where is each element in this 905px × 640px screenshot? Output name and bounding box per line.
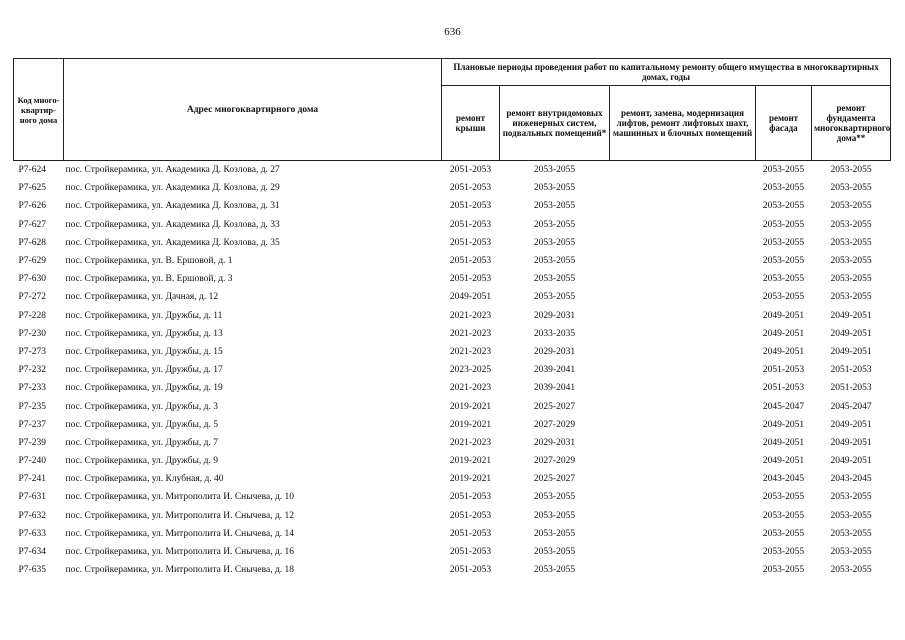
cell-lifts (610, 507, 756, 525)
table-row (14, 361, 891, 379)
cell-systems: 2039-2041 (533, 383, 576, 394)
cell-facade: 2045-2047 (762, 401, 805, 412)
table-row (14, 325, 891, 343)
cell-facade: 2053-2055 (762, 292, 805, 303)
cell-systems: 2053-2055 (533, 510, 576, 521)
cell-address: пос. Стройкерамика, ул. Дружбы, д. 7 (65, 437, 218, 448)
cell-code: P7-233 (18, 383, 46, 394)
cell-roof: 2051-2053 (449, 528, 492, 539)
cell-systems: 2025-2027 (533, 474, 576, 485)
table-row (14, 252, 891, 270)
cell-lifts (610, 488, 756, 506)
cell-roof: 2051-2053 (449, 492, 492, 503)
cell-lifts (610, 161, 756, 180)
cell-roof: 2021-2023 (449, 437, 492, 448)
cell-lifts (610, 197, 756, 215)
cell-roof: 2021-2023 (449, 383, 492, 394)
cell-address: пос. Стройкерамика, ул. Дружбы, д. 19 (65, 383, 223, 394)
cell-address: пос. Стройкерамика, ул. Дружбы, д. 9 (65, 456, 218, 467)
cell-systems: 2053-2055 (533, 274, 576, 285)
table-row (14, 343, 891, 361)
cell-lifts (610, 397, 756, 415)
cell-roof: 2049-2051 (449, 292, 492, 303)
cell-foundation: 2053-2055 (830, 528, 872, 539)
cell-systems: 2029-2031 (533, 310, 576, 321)
cell-code: P7-241 (18, 474, 46, 485)
cell-code: P7-633 (18, 528, 46, 539)
cell-foundation: 2049-2051 (830, 310, 872, 321)
cell-foundation: 2045-2047 (830, 401, 872, 412)
cell-roof: 2019-2021 (449, 401, 492, 412)
cell-code: P7-240 (18, 456, 46, 467)
table-row (14, 234, 891, 252)
table-row (14, 525, 891, 543)
cell-code: P7-235 (18, 401, 46, 412)
table-header (14, 59, 891, 161)
cell-code: P7-629 (18, 256, 46, 267)
cell-foundation: 2049-2051 (830, 456, 872, 467)
cell-facade: 2053-2055 (762, 201, 805, 212)
cell-foundation: 2049-2051 (830, 437, 872, 448)
cell-roof: 2051-2053 (449, 256, 492, 267)
page-number: 636 (444, 26, 461, 38)
cell-code: P7-232 (18, 365, 46, 376)
cell-foundation: 2053-2055 (830, 219, 872, 230)
cell-systems: 2053-2055 (533, 256, 576, 267)
cell-code: P7-625 (18, 183, 46, 194)
cell-facade: 2053-2055 (762, 219, 805, 230)
table-row (14, 270, 891, 288)
cell-roof: 2051-2053 (449, 165, 492, 176)
cell-lifts (610, 288, 756, 306)
cell-facade: 2049-2051 (762, 419, 805, 430)
cell-code: P7-635 (18, 565, 46, 576)
header-facade: ремонт фасада (756, 86, 812, 161)
cell-systems: 2053-2055 (533, 237, 576, 248)
cell-lifts (610, 270, 756, 288)
cell-foundation: 2053-2055 (830, 256, 872, 267)
cell-address: пос. Стройкерамика, ул. Дружбы, д. 13 (65, 328, 223, 339)
cell-roof: 2051-2053 (449, 219, 492, 230)
cell-facade: 2053-2055 (762, 274, 805, 285)
cell-foundation: 2053-2055 (830, 237, 872, 248)
cell-facade: 2053-2055 (762, 183, 805, 194)
cell-lifts (610, 216, 756, 234)
table-row (14, 434, 891, 452)
cell-systems: 2027-2029 (533, 419, 576, 430)
cell-address: пос. Стройкерамика, ул. Дружбы, д. 3 (65, 401, 218, 412)
table-row (14, 179, 891, 197)
cell-lifts (610, 325, 756, 343)
table-row (14, 507, 891, 525)
header-lifts: ремонт, замена, модернизация лифтов, ремонт лифтовых шахт, машинных и блочных помещений (610, 86, 756, 161)
cell-facade: 2053-2055 (762, 547, 805, 558)
cell-roof: 2051-2053 (449, 237, 492, 248)
cell-code: P7-634 (18, 547, 46, 558)
cell-address: пос. Стройкерамика, ул. Академика Д. Козлова, д. 35 (65, 237, 280, 248)
table-row (14, 161, 891, 180)
cell-lifts (610, 434, 756, 452)
header-address: Адрес многоквартирного дома (64, 59, 442, 161)
cell-lifts (610, 252, 756, 270)
table-row (14, 488, 891, 506)
cell-code: P7-632 (18, 510, 46, 521)
cell-address: пос. Стройкерамика, ул. Клубная, д. 40 (65, 474, 224, 485)
table-row (14, 561, 891, 579)
cell-roof: 2019-2021 (449, 456, 492, 467)
cell-systems: 2053-2055 (533, 201, 576, 212)
header-code: Код много-квартир-ного дома (14, 59, 64, 161)
cell-lifts (610, 416, 756, 434)
cell-foundation: 2051-2053 (830, 383, 872, 394)
cell-systems: 2053-2055 (533, 565, 576, 576)
cell-address: пос. Стройкерамика, ул. В. Ершовой, д. 1 (65, 256, 233, 267)
cell-foundation: 2053-2055 (830, 492, 872, 503)
table-row (14, 452, 891, 470)
cell-systems: 2053-2055 (533, 165, 576, 176)
cell-code: P7-272 (18, 292, 46, 303)
cell-foundation: 2053-2055 (830, 565, 872, 576)
header-systems: ремонт внутридомовых инженерных систем, подвальных помещений* (500, 86, 610, 161)
cell-foundation: 2051-2053 (830, 365, 872, 376)
cell-foundation: 2049-2051 (830, 328, 872, 339)
cell-lifts (610, 543, 756, 561)
cell-lifts (610, 234, 756, 252)
cell-roof: 2023-2025 (449, 365, 492, 376)
cell-address: пос. Стройкерамика, ул. Митрополита И. Снычева, д. 14 (65, 528, 295, 539)
cell-code: P7-273 (18, 346, 46, 357)
cell-facade: 2043-2045 (762, 474, 805, 485)
cell-roof: 2051-2053 (449, 565, 492, 576)
cell-roof: 2051-2053 (449, 547, 492, 558)
header-foundation: ремонт фундамента многоквартирного дома** (812, 86, 891, 161)
cell-address: пос. Стройкерамика, ул. В. Ершовой, д. 3 (65, 274, 233, 285)
table-row (14, 288, 891, 306)
cell-systems: 2033-2035 (533, 328, 576, 339)
table-row (14, 416, 891, 434)
table-row (14, 197, 891, 215)
cell-facade: 2053-2055 (762, 565, 805, 576)
cell-roof: 2051-2053 (449, 183, 492, 194)
cell-roof: 2021-2023 (449, 310, 492, 321)
cell-facade: 2051-2053 (762, 365, 805, 376)
cell-code: P7-626 (18, 201, 46, 212)
table-body (14, 161, 891, 580)
cell-address: пос. Стройкерамика, ул. Митрополита И. Снычева, д. 16 (65, 547, 295, 558)
cell-code: P7-631 (18, 492, 46, 503)
cell-roof: 2051-2053 (449, 510, 492, 521)
cell-facade: 2053-2055 (762, 237, 805, 248)
cell-lifts (610, 525, 756, 543)
cell-address: пос. Стройкерамика, ул. Дружбы, д. 15 (65, 346, 223, 357)
cell-facade: 2053-2055 (762, 528, 805, 539)
cell-address: пос. Стройкерамика, ул. Академика Д. Козлова, д. 31 (65, 201, 280, 212)
cell-foundation: 2053-2055 (830, 274, 872, 285)
cell-code: P7-628 (18, 237, 46, 248)
cell-roof: 2019-2021 (449, 474, 492, 485)
cell-foundation: 2053-2055 (830, 292, 872, 303)
cell-address: пос. Стройкерамика, ул. Академика Д. Козлова, д. 29 (65, 183, 280, 194)
cell-lifts (610, 307, 756, 325)
cell-lifts (610, 179, 756, 197)
table-row (14, 543, 891, 561)
cell-code: P7-228 (18, 310, 46, 321)
cell-roof: 2021-2023 (449, 346, 492, 357)
cell-address: пос. Стройкерамика, ул. Митрополита И. Снычева, д. 10 (65, 492, 295, 503)
cell-facade: 2049-2051 (762, 328, 805, 339)
cell-facade: 2049-2051 (762, 437, 805, 448)
cell-systems: 2039-2041 (533, 365, 576, 376)
cell-systems: 2053-2055 (533, 528, 576, 539)
cell-code: P7-230 (18, 328, 46, 339)
table-row (14, 307, 891, 325)
cell-facade: 2049-2051 (762, 456, 805, 467)
cell-systems: 2025-2027 (533, 401, 576, 412)
cell-foundation: 2053-2055 (830, 201, 872, 212)
cell-systems: 2029-2031 (533, 346, 576, 357)
table-row (14, 379, 891, 397)
cell-systems: 2027-2029 (533, 456, 576, 467)
cell-foundation: 2043-2045 (830, 474, 872, 485)
cell-code: P7-237 (18, 419, 46, 430)
cell-foundation: 2053-2055 (830, 547, 872, 558)
table-row (14, 470, 891, 488)
cell-address: пос. Стройкерамика, ул. Митрополита И. Снычева, д. 18 (65, 565, 295, 576)
cell-facade: 2049-2051 (762, 310, 805, 321)
cell-address: пос. Стройкерамика, ул. Дружбы, д. 11 (65, 310, 223, 321)
cell-code: P7-630 (18, 274, 46, 285)
cell-lifts (610, 379, 756, 397)
cell-roof: 2021-2023 (449, 328, 492, 339)
cell-systems: 2053-2055 (533, 219, 576, 230)
cell-facade: 2051-2053 (762, 383, 805, 394)
table-row (14, 397, 891, 415)
cell-systems: 2053-2055 (533, 183, 576, 194)
cell-foundation: 2053-2055 (830, 165, 872, 176)
cell-address: пос. Стройкерамика, ул. Академика Д. Козлова, д. 27 (65, 165, 280, 176)
cell-address: пос. Стройкерамика, ул. Дружбы, д. 5 (65, 419, 218, 430)
cell-lifts (610, 343, 756, 361)
cell-code: P7-239 (18, 437, 46, 448)
cell-foundation: 2049-2051 (830, 419, 872, 430)
cell-facade: 2053-2055 (762, 492, 805, 503)
cell-code: P7-624 (18, 165, 46, 176)
cell-roof: 2051-2053 (449, 201, 492, 212)
cell-lifts (610, 361, 756, 379)
cell-lifts (610, 561, 756, 579)
cell-address: пос. Стройкерамика, ул. Академика Д. Козлова, д. 33 (65, 219, 280, 230)
cell-foundation: 2049-2051 (830, 346, 872, 357)
table-row (14, 216, 891, 234)
cell-systems: 2053-2055 (533, 547, 576, 558)
cell-lifts (610, 470, 756, 488)
cell-facade: 2053-2055 (762, 165, 805, 176)
cell-code: P7-627 (18, 219, 46, 230)
cell-foundation: 2053-2055 (830, 510, 872, 521)
cell-systems: 2029-2031 (533, 437, 576, 448)
cell-lifts (610, 452, 756, 470)
cell-roof: 2019-2021 (449, 419, 492, 430)
cell-roof: 2051-2053 (449, 274, 492, 285)
cell-facade: 2053-2055 (762, 510, 805, 521)
cell-address: пос. Стройкерамика, ул. Митрополита И. Снычева, д. 12 (65, 510, 295, 521)
repair-schedule-table (13, 58, 891, 579)
cell-address: пос. Стройкерамика, ул. Дачная, д. 12 (65, 292, 219, 303)
cell-address: пос. Стройкерамика, ул. Дружбы, д. 17 (65, 365, 223, 376)
header-planned-periods: Плановые периоды проведения работ по капитальному ремонту общего имущества в многоквартирных домах, годы (442, 59, 891, 86)
cell-systems: 2053-2055 (533, 292, 576, 303)
cell-systems: 2053-2055 (533, 492, 576, 503)
header-roof: ремонт крыши (442, 86, 500, 161)
cell-facade: 2053-2055 (762, 256, 805, 267)
cell-foundation: 2053-2055 (830, 183, 872, 194)
cell-facade: 2049-2051 (762, 346, 805, 357)
